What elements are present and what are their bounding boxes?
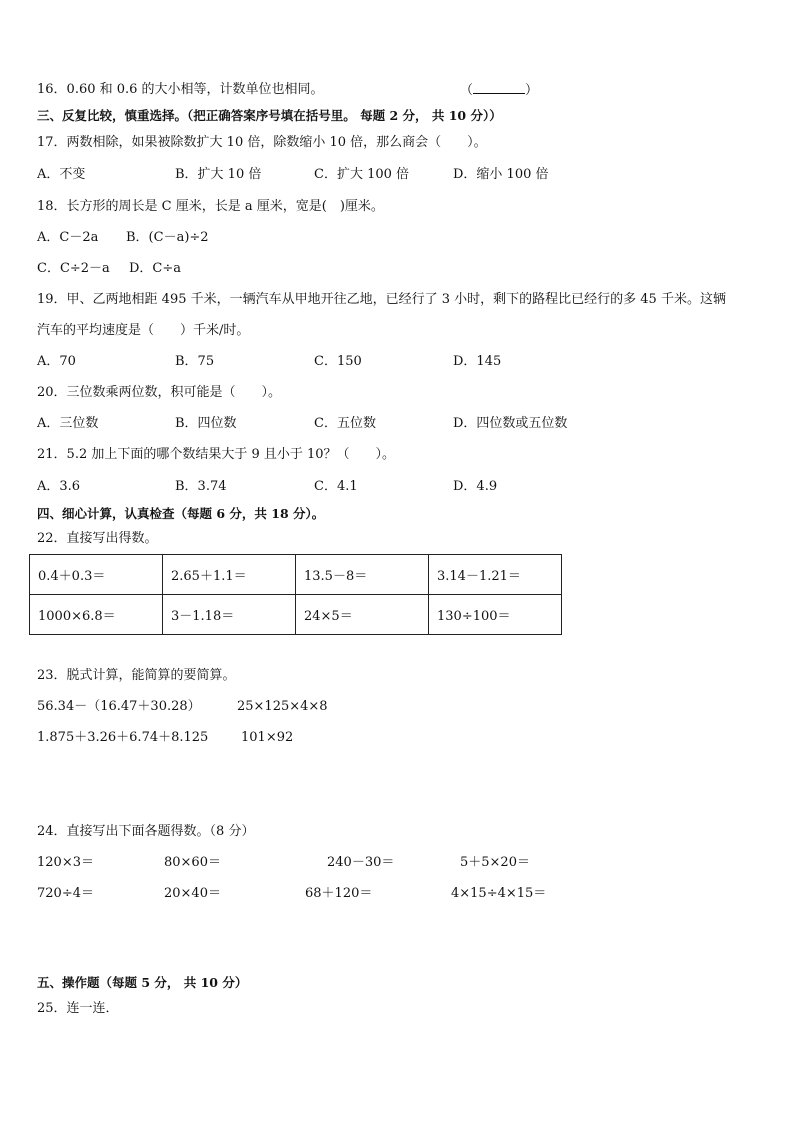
q24-item-5: 720÷4＝	[37, 886, 94, 901]
question-20-stem: 20．三位数乘两位数，积可能是（ ）。	[37, 385, 282, 400]
q17-option-b: B．扩大 10 倍	[175, 167, 262, 182]
section-5-title: 五、操作题（每题 5 分， 共 10 分）	[37, 975, 248, 990]
question-21-stem: 21．5.2 加上下面的哪个数结果大于 9 且小于 10？（ ）。	[37, 447, 396, 462]
q21-option-d: D．4.9	[453, 479, 498, 494]
q19-option-a: A．70	[37, 354, 76, 369]
q24-item-7: 68＋120＝	[305, 886, 373, 901]
question-24-stem: 24．直接写出下面各题得数。（8 分）	[37, 824, 255, 839]
table-cell: 2.65＋1.1＝	[163, 555, 296, 595]
question-18-stem: 18．长方形的周长是 C 厘米，长是 a 厘米，宽是( )厘米。	[37, 199, 384, 214]
q18-option-d: D．C÷a	[129, 261, 182, 276]
question-16-text: 16．0.60 和 0.6 的大小相等，计数单位也相同。	[37, 82, 324, 97]
q24-item-8: 4×15÷4×15＝	[451, 886, 547, 901]
q24-item-3: 240－30＝	[327, 855, 395, 870]
table-cell: 1000×6.8＝	[30, 595, 163, 635]
paren-open: （	[460, 83, 474, 98]
q17-option-c: C．扩大 100 倍	[314, 167, 410, 182]
q20-option-c: C．五位数	[314, 416, 376, 431]
q19-option-c: C．150	[314, 354, 362, 369]
question-19-stem-line2: 汽车的平均速度是（ ）千米/时。	[37, 323, 250, 338]
q24-item-2: 80×60＝	[164, 855, 221, 870]
q18-option-c: C．C÷2－a	[37, 261, 110, 276]
q19-option-d: D．145	[453, 354, 502, 369]
blank-line	[473, 82, 525, 94]
q20-option-b: B．四位数	[175, 416, 237, 431]
table-cell: 3.14－1.21＝	[429, 555, 562, 595]
q19-option-b: B．75	[175, 354, 215, 369]
table-cell: 130÷100＝	[429, 595, 562, 635]
q24-item-4: 5＋5×20＝	[460, 855, 530, 870]
table-cell: 3－1.18＝	[163, 595, 296, 635]
table-row	[30, 595, 562, 635]
q21-option-a: A．3.6	[37, 479, 81, 494]
q20-option-d: D．四位数或五位数	[453, 416, 568, 431]
q24-item-1: 120×3＝	[37, 855, 94, 870]
table-cell: 24×5＝	[296, 595, 429, 635]
calculation-table	[29, 554, 562, 635]
question-22-stem: 22．直接写出得数。	[37, 531, 158, 546]
table-row	[30, 555, 562, 595]
q17-option-a: A．不变	[37, 167, 86, 182]
table-cell: 13.5－8＝	[296, 555, 429, 595]
paren-close: ）	[525, 83, 539, 98]
table-cell: 0.4＋0.3＝	[30, 555, 163, 595]
q20-option-a: A．三位数	[37, 416, 99, 431]
q23-item-1: 56.34－（16.47＋30.28）	[37, 699, 201, 714]
section-4-title: 四、细心计算，认真检查（每题 6 分，共 18 分）。	[37, 506, 325, 521]
q23-item-3: 1.875＋3.26＋6.74＋8.125	[37, 730, 209, 745]
question-25-stem: 25．连一连．	[37, 1001, 119, 1016]
q23-item-4: 101×92	[241, 730, 294, 745]
q18-option-a: A．C－2a	[37, 230, 99, 245]
q18-option-b: B．(C－a)÷2	[126, 230, 209, 245]
answer-blank-16[interactable]	[460, 82, 538, 99]
question-17-stem: 17．两数相除，如果被除数扩大 10 倍，除数缩小 10 倍，那么商会（ ）。	[37, 135, 487, 150]
q21-option-c: C．4.1	[314, 479, 358, 494]
q21-option-b: B．3.74	[175, 479, 227, 494]
question-19-stem-line1: 19．甲、乙两地相距 495 千米，一辆汽车从甲地开往乙地，已经行了 3 小时，剩下的路程比已经行的多 45 千米。这辆	[37, 292, 726, 307]
q24-item-6: 20×40＝	[164, 886, 221, 901]
section-3-title: 三、反复比较，慎重选择。（把正确答案序号填在括号里。 每题 2 分， 共 10 分））	[37, 108, 502, 123]
question-23-stem: 23．脱式计算，能简算的要简算。	[37, 668, 236, 683]
q17-option-d: D．缩小 100 倍	[453, 167, 549, 182]
q23-item-2: 25×125×4×8	[237, 699, 328, 714]
